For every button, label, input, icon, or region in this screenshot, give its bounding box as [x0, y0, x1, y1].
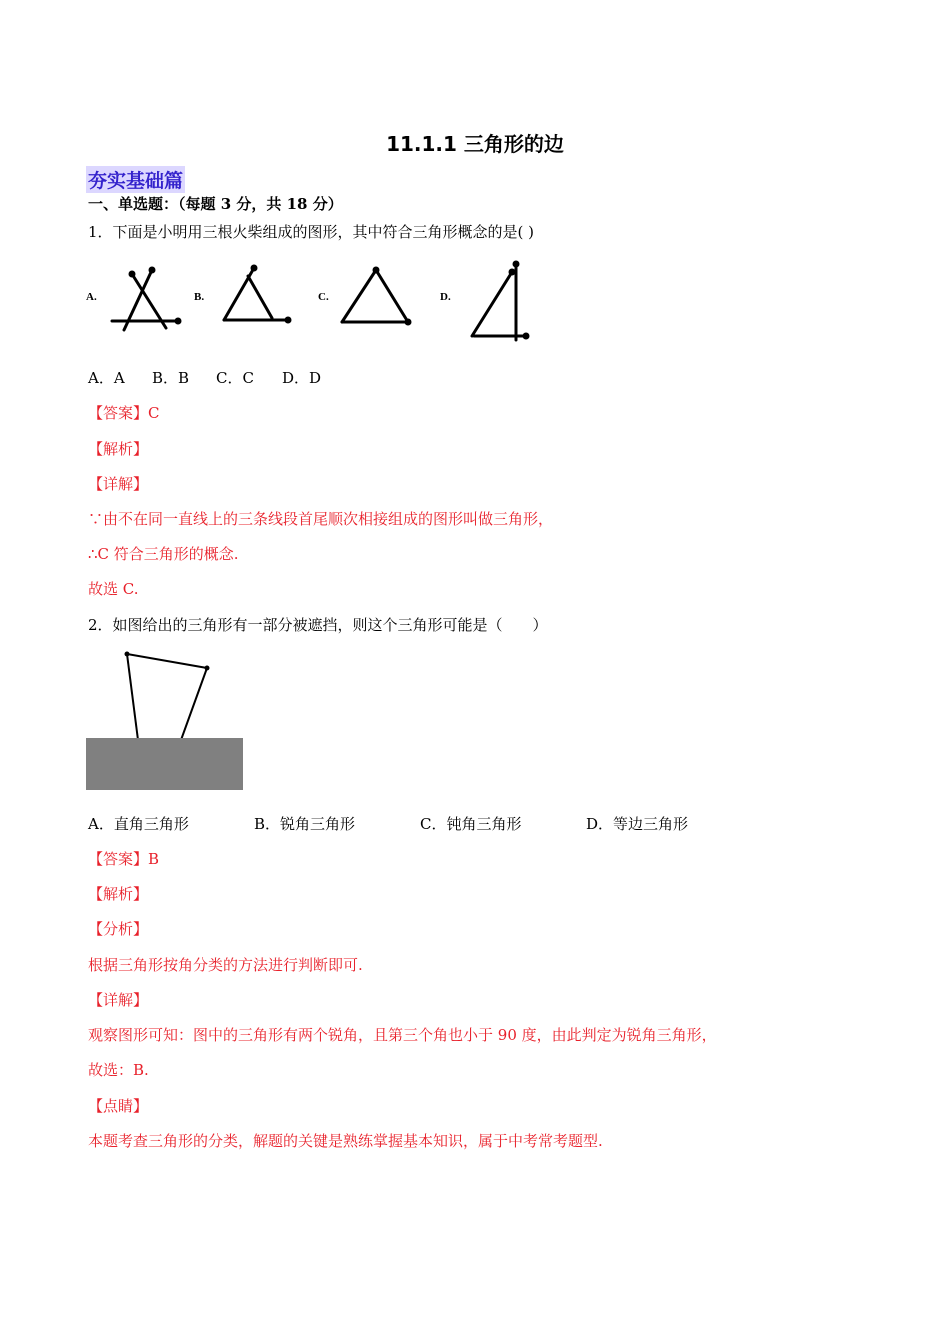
section-label: 夯实基础篇	[86, 166, 185, 193]
q2-stem: 2．如图给出的三角形有一部分被遮挡，则这个三角形可能是（ ）	[88, 616, 548, 634]
q1-stem: 1．下面是小明用三根火柴组成的图形，其中符合三角形概念的是( )	[88, 223, 535, 241]
figure-c-closed-triangle	[342, 270, 408, 322]
q1-matchstick-figures	[84, 258, 534, 346]
figure-b-open-triangle	[224, 268, 288, 320]
q2-detail-tag: 【详解】	[88, 991, 149, 1009]
q1-analysis-tag: 【解析】	[88, 440, 149, 458]
q2-dianjing-text: 本题考查三角形的分类，解题的关键是熟练掌握基本知识，属于中考常考题型.	[88, 1132, 603, 1150]
q1-option-d: D．D	[282, 369, 322, 387]
q2-fenxi-tag: 【分析】	[88, 920, 149, 938]
q2-option-c: C．钝角三角形	[420, 815, 522, 833]
q2-detail-line: 故选：B.	[88, 1061, 149, 1079]
q2-option-b: B．锐角三角形	[254, 815, 356, 833]
q2-option-d: D．等边三角形	[586, 815, 689, 833]
q2-covered-triangle-figure	[86, 648, 244, 793]
q1-detail-line: 故选 C.	[88, 580, 139, 598]
q1-option-a: A．A	[88, 369, 125, 387]
q1-detail-tag: 【详解】	[88, 475, 149, 493]
figure-a-crossed-sticks	[112, 270, 178, 330]
q1-option-c: C．C	[216, 369, 254, 387]
q1-answer: 【答案】C	[88, 404, 160, 422]
q1-figure-label-a: A.	[86, 291, 97, 303]
q2-options	[88, 813, 688, 834]
q1-options	[88, 367, 321, 388]
page-title: 11.1.1 三角形的边	[386, 132, 564, 156]
figure-d-overlapping-sticks	[472, 264, 526, 340]
cover-block	[86, 738, 243, 790]
q2-detail-line: 观察图形可知：图中的三角形有两个锐角，且第三个角也小于 90 度，由此判定为锐角三角形，	[88, 1026, 717, 1044]
part-heading: 一、单选题：（每题 3 分，共 18 分）	[88, 195, 343, 213]
q1-detail-line: ∵由不在同一直线上的三条线段首尾顺次相接组成的图形叫做三角形，	[88, 510, 554, 528]
q1-option-b: B．B	[152, 369, 190, 387]
q2-answer: 【答案】B	[88, 850, 160, 868]
q1-figure-label-d: D.	[440, 291, 451, 303]
q2-option-a: A．直角三角形	[88, 815, 189, 833]
q2-fenxi-text: 根据三角形按角分类的方法进行判断即可.	[88, 956, 363, 974]
q1-detail-line: ∴C 符合三角形的概念.	[88, 545, 239, 563]
q2-dianjing-tag: 【点睛】	[88, 1097, 149, 1115]
q1-figure-label-c: C.	[318, 291, 329, 303]
q1-figure-label-b: B.	[194, 291, 205, 303]
q2-analysis-tag: 【解析】	[88, 885, 149, 903]
